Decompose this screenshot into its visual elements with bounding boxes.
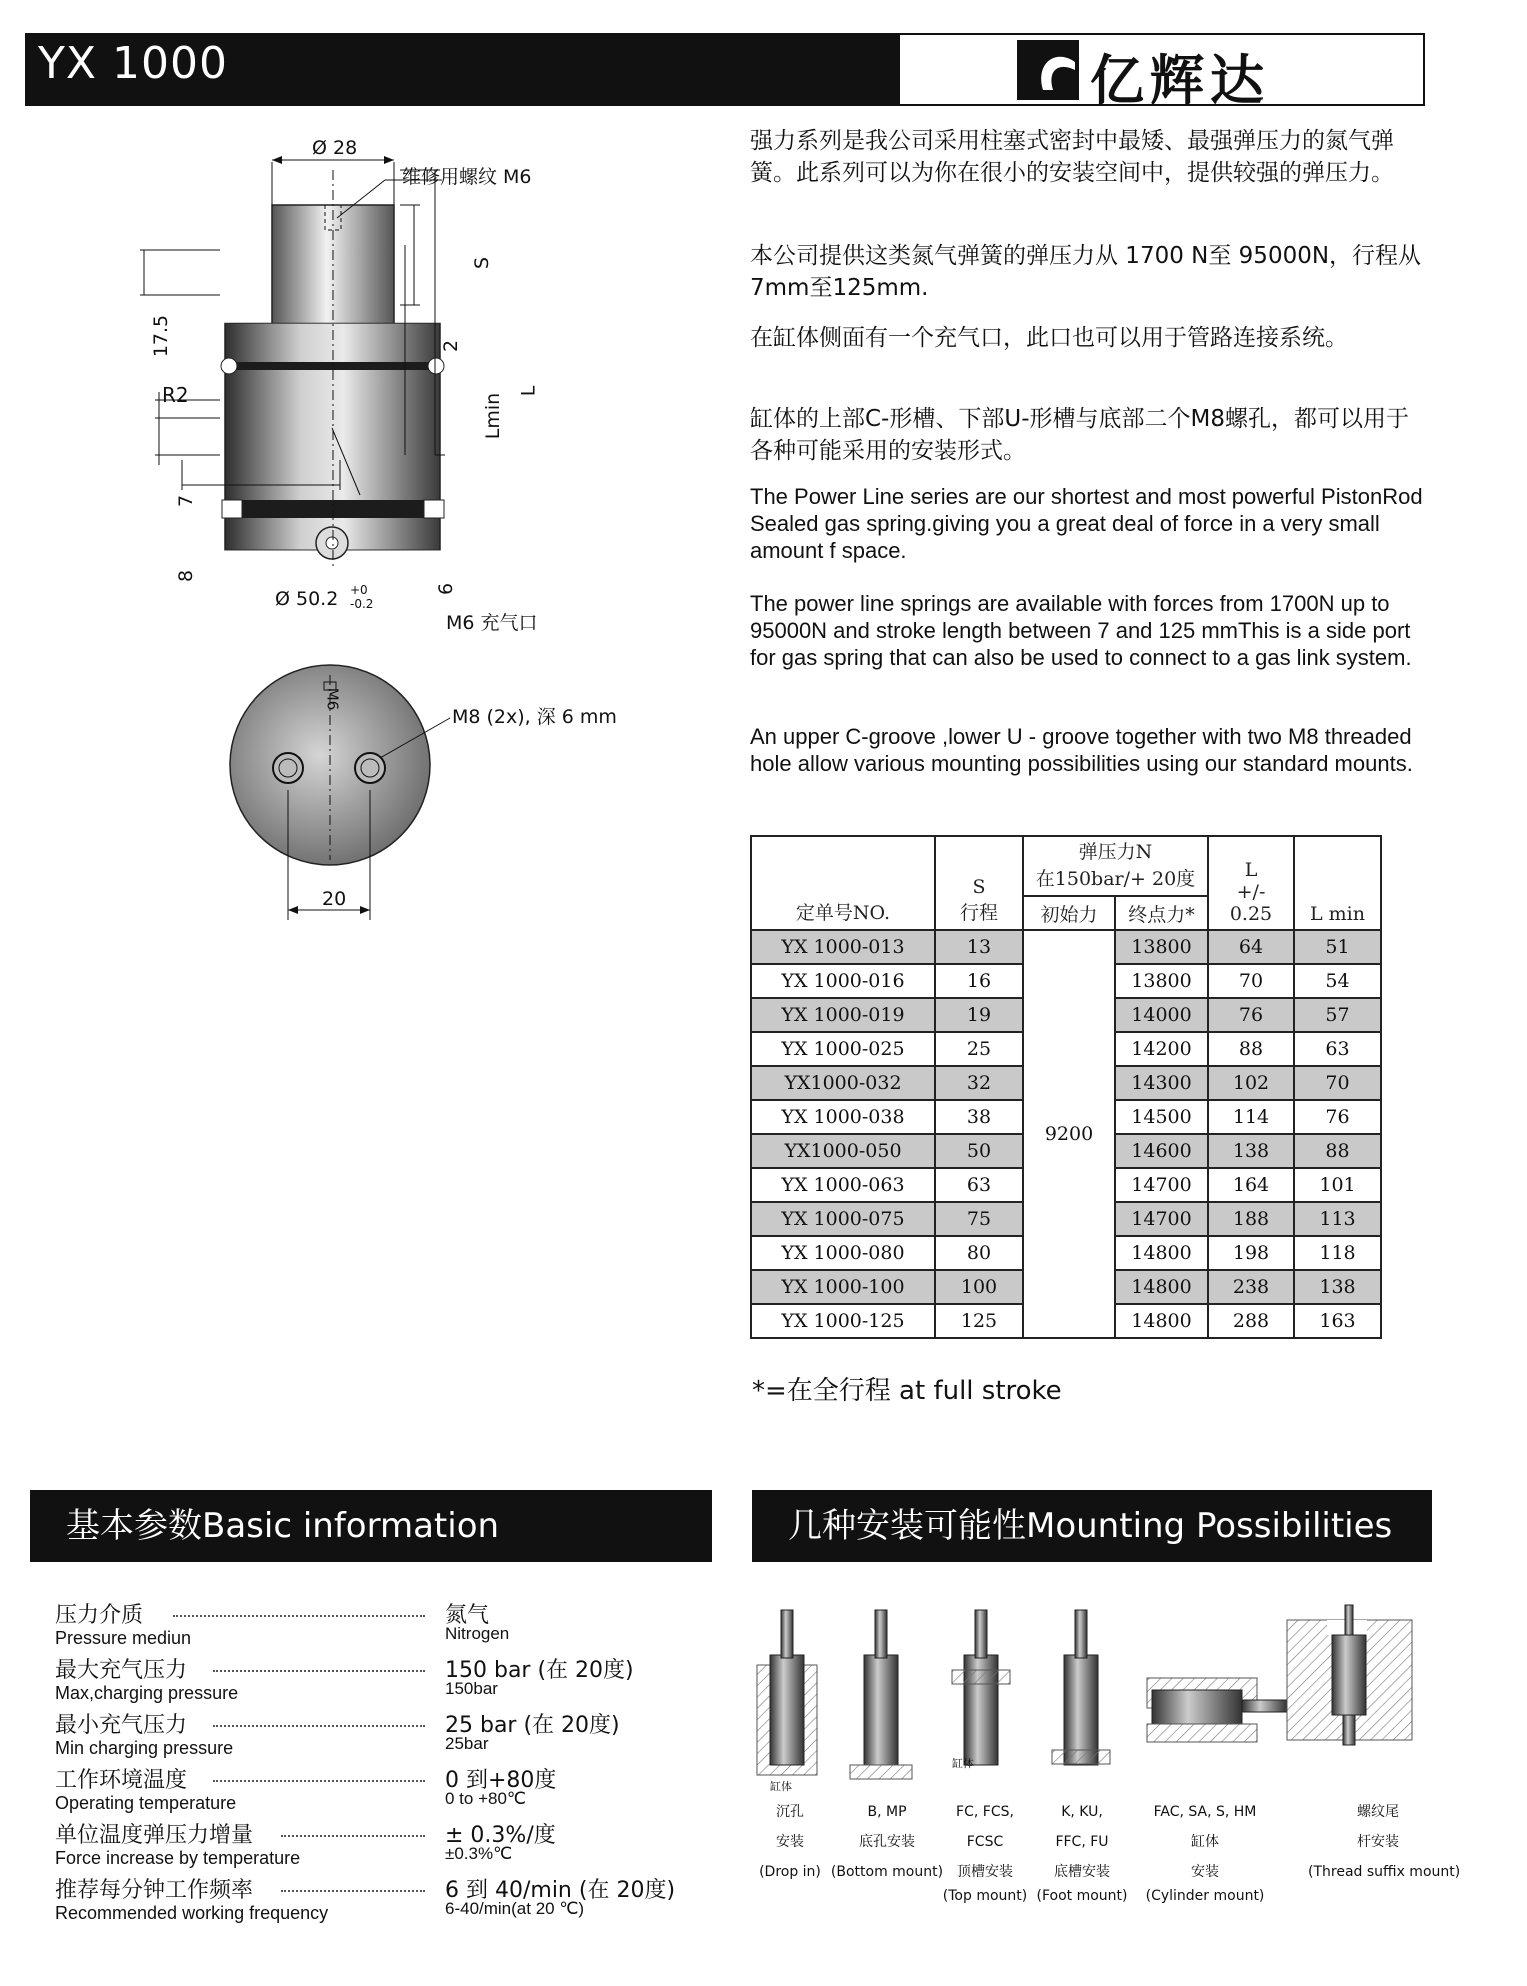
cell-final-force: 14700 bbox=[1115, 1168, 1208, 1202]
mounting-label-line: 底槽安装 bbox=[1054, 1864, 1110, 1880]
basic-value: 6 到 40/min (在 20度) bbox=[445, 1878, 676, 1903]
dim-l-label: L bbox=[517, 385, 540, 397]
basic-value-en: 0 to +80℃ bbox=[445, 1789, 527, 1808]
table-row bbox=[751, 930, 1381, 964]
col-final-header: 终点力* bbox=[1115, 896, 1208, 930]
mount-small-label-2: 缸体 bbox=[952, 1757, 974, 1770]
cell-final-force: 14800 bbox=[1115, 1236, 1208, 1270]
cell-order-no: YX 1000-125 bbox=[751, 1304, 935, 1338]
basic-value: 150 bar (在 20度) bbox=[445, 1658, 634, 1683]
cell-stroke: 32 bbox=[935, 1066, 1023, 1100]
basic-info-row bbox=[55, 1653, 695, 1708]
mounting-label-line: FFC, FU bbox=[1055, 1834, 1109, 1850]
basic-label-cn: 最小充气压力 bbox=[55, 1713, 188, 1738]
desc-en-p1: The Power Line series are our shortest and most powerful PistonRod Sealed gas spring.giving you a great deal of force in a very small amount f space. bbox=[750, 484, 1423, 563]
basic-label-en: Pressure mediun bbox=[55, 1628, 192, 1648]
mounting-label-line: FC, FCS, bbox=[956, 1804, 1014, 1820]
cell-length: 198 bbox=[1208, 1236, 1294, 1270]
cell-order-no: YX 1000-080 bbox=[751, 1236, 935, 1270]
basic-label-en: Operating temperature bbox=[55, 1793, 237, 1813]
cell-length: 164 bbox=[1208, 1168, 1294, 1202]
leader-dots bbox=[281, 1833, 425, 1837]
cell-stroke: 125 bbox=[935, 1304, 1023, 1338]
basic-info-row bbox=[55, 1598, 695, 1653]
mount-small-label-1: 缸体 bbox=[770, 1780, 792, 1793]
cell-final-force: 14700 bbox=[1115, 1202, 1208, 1236]
col-stroke-s: S bbox=[972, 876, 986, 898]
leader-dots bbox=[213, 1723, 425, 1727]
cell-final-force: 14000 bbox=[1115, 998, 1208, 1032]
cell-order-no: YX 1000-075 bbox=[751, 1202, 935, 1236]
basic-value-en: 6-40/min(at 20 ℃) bbox=[445, 1899, 585, 1918]
basic-info-row bbox=[55, 1763, 695, 1818]
leader-dots bbox=[213, 1778, 425, 1782]
cell-lmin: 54 bbox=[1294, 964, 1381, 998]
cell-stroke: 75 bbox=[935, 1202, 1023, 1236]
basic-value-en: ±0.3%℃ bbox=[445, 1844, 513, 1863]
cell-length: 188 bbox=[1208, 1202, 1294, 1236]
cell-stroke: 13 bbox=[935, 930, 1023, 964]
basic-info-row bbox=[55, 1818, 695, 1873]
dim-s-label: S bbox=[471, 256, 494, 270]
cell-final-force: 14300 bbox=[1115, 1066, 1208, 1100]
mounting-illustrations bbox=[752, 1600, 1432, 1800]
basic-value: 氮气 bbox=[445, 1603, 490, 1628]
cell-order-no: YX 1000-063 bbox=[751, 1168, 935, 1202]
cell-final-force: 14800 bbox=[1115, 1270, 1208, 1304]
mounting-label-line: 缸体 bbox=[1191, 1834, 1219, 1850]
leader-dots bbox=[281, 1888, 425, 1892]
brand-logo-mark-icon bbox=[1015, 38, 1085, 102]
cell-lmin: 76 bbox=[1294, 1100, 1381, 1134]
m6-mark: M6 bbox=[323, 687, 342, 711]
col-order-header: 定单号NO. bbox=[751, 836, 935, 930]
col-l-tol: +/- bbox=[1236, 881, 1266, 903]
cell-stroke: 19 bbox=[935, 998, 1023, 1032]
cell-lmin: 63 bbox=[1294, 1032, 1381, 1066]
dim-20-label: 20 bbox=[322, 888, 347, 910]
cell-stroke: 80 bbox=[935, 1236, 1023, 1270]
mounting-label-line: (Bottom mount) bbox=[830, 1864, 944, 1880]
dim-lmin-label: Lmin bbox=[482, 392, 505, 440]
basic-value-en: 25bar bbox=[445, 1734, 489, 1753]
dim-6-label: 6 bbox=[435, 582, 458, 596]
mounting-label-line: (Cylinder mount) bbox=[1145, 1888, 1265, 1904]
leader-dots bbox=[173, 1613, 425, 1617]
cell-lmin: 51 bbox=[1294, 930, 1381, 964]
basic-value: ± 0.3%/度 bbox=[445, 1823, 556, 1848]
mounting-label-line: FCSC bbox=[966, 1834, 1004, 1850]
side-view-drawing bbox=[130, 130, 630, 630]
col-l-top: L bbox=[1244, 859, 1258, 881]
col-stroke-header bbox=[935, 836, 1023, 930]
mounting-label-line: (Foot mount) bbox=[1036, 1888, 1128, 1904]
basic-info-header: 基本参数Basic information bbox=[30, 1490, 712, 1562]
mounting-label-line: K, KU, bbox=[1061, 1804, 1103, 1820]
cell-order-no: YX 1000-038 bbox=[751, 1100, 935, 1134]
cell-lmin: 88 bbox=[1294, 1134, 1381, 1168]
mounting-header: 几种安装可能性Mounting Possibilities bbox=[752, 1490, 1432, 1562]
mounting-option-label bbox=[1012, 1800, 1152, 1908]
dim-2-label: 2 bbox=[440, 339, 463, 353]
mounting-label-line: (Top mount) bbox=[942, 1888, 1028, 1904]
col-initial-header: 初始力 bbox=[1023, 896, 1115, 930]
basic-label-cn: 最大充气压力 bbox=[55, 1658, 188, 1683]
cell-final-force: 14200 bbox=[1115, 1032, 1208, 1066]
cell-stroke: 25 bbox=[935, 1032, 1023, 1066]
cell-order-no: YX 1000-025 bbox=[751, 1032, 935, 1066]
mounting-label-line: 螺纹尾 bbox=[1357, 1804, 1399, 1820]
basic-value-en: 150bar bbox=[445, 1679, 498, 1698]
desc-en-p3: An upper C-groove ,lower U - groove together with two M8 threaded hole allow various mounting possibilities using our standard mounts. bbox=[750, 724, 1413, 776]
col-force-title: 弹压力N bbox=[1078, 841, 1153, 863]
basic-value-en: Nitrogen bbox=[445, 1624, 510, 1643]
cell-stroke: 63 bbox=[935, 1168, 1023, 1202]
port-label: M6 充气口 bbox=[446, 612, 538, 634]
cell-length: 288 bbox=[1208, 1304, 1294, 1338]
col-force-cond: 在150bar/+ 20度 bbox=[1035, 868, 1196, 890]
spec-table bbox=[750, 835, 1382, 1339]
cell-lmin: 163 bbox=[1294, 1304, 1381, 1338]
cell-length: 102 bbox=[1208, 1066, 1294, 1100]
cell-final-force: 13800 bbox=[1115, 964, 1208, 998]
dim-dia28-label: Ø 28 bbox=[312, 137, 358, 159]
cell-order-no: YX 1000-100 bbox=[751, 1270, 935, 1304]
thread-label: 维修用螺纹 M6 bbox=[402, 166, 532, 188]
mounting-label-line: 安装 bbox=[776, 1834, 804, 1850]
cell-stroke: 100 bbox=[935, 1270, 1023, 1304]
cell-stroke: 38 bbox=[935, 1100, 1023, 1134]
col-stroke-cn: 行程 bbox=[959, 902, 998, 924]
mounting-label-line: 底孔安装 bbox=[859, 1834, 915, 1850]
desc-cn-p4: 缸体的上部C-形槽、下部U-形槽与底部二个M8螺孔，都可以用于各种可能采用的安装形式。 bbox=[750, 406, 1409, 464]
basic-label-en: Recommended working frequency bbox=[55, 1903, 329, 1923]
cell-order-no: YX1000-050 bbox=[751, 1134, 935, 1168]
dim-r2-label: R2 bbox=[162, 383, 189, 407]
basic-label-en: Max,charging pressure bbox=[55, 1683, 239, 1703]
basic-label-cn: 压力介质 bbox=[55, 1603, 144, 1628]
cell-length: 64 bbox=[1208, 930, 1294, 964]
cell-order-no: YX1000-032 bbox=[751, 1066, 935, 1100]
cell-lmin: 113 bbox=[1294, 1202, 1381, 1236]
basic-value: 0 到+80度 bbox=[445, 1768, 557, 1793]
mounting-option-label bbox=[1308, 1800, 1461, 1884]
basic-label-cn: 单位温度弹压力增量 bbox=[55, 1823, 254, 1848]
col-l-header bbox=[1208, 836, 1294, 930]
cell-length: 76 bbox=[1208, 998, 1294, 1032]
basic-label-en: Min charging pressure bbox=[55, 1738, 234, 1758]
col-l-tol2: 0.25 bbox=[1229, 903, 1273, 925]
cell-stroke: 50 bbox=[935, 1134, 1023, 1168]
col-force-header bbox=[1023, 836, 1208, 896]
cell-final-force: 13800 bbox=[1115, 930, 1208, 964]
m8-label: M8 (2x), 深 6 mm bbox=[452, 706, 617, 728]
cell-lmin: 101 bbox=[1294, 1168, 1381, 1202]
cell-lmin: 70 bbox=[1294, 1066, 1381, 1100]
dim-tol-dn: -0.2 bbox=[350, 597, 374, 611]
basic-info-row bbox=[55, 1708, 695, 1763]
mounting-label-line: 杆安装 bbox=[1357, 1834, 1399, 1850]
col-lmin-header: L min bbox=[1294, 836, 1381, 930]
cell-final-force: 14600 bbox=[1115, 1134, 1208, 1168]
desc-en-p2: The power line springs are available with forces from 1700N up to 95000N and stroke length between 7 and 125 mmThis is a side port for gas spring that can also be used to connect to a gas link system. bbox=[750, 591, 1412, 670]
mounting-label-line: FAC, SA, S, HM bbox=[1153, 1804, 1257, 1820]
cell-order-no: YX 1000-016 bbox=[751, 964, 935, 998]
cell-initial-force: 9200 bbox=[1023, 930, 1115, 1338]
basic-info-row bbox=[55, 1873, 695, 1928]
cell-lmin: 118 bbox=[1294, 1236, 1381, 1270]
cell-order-no: YX 1000-013 bbox=[751, 930, 935, 964]
mounting-label-line: 沉孔 bbox=[776, 1804, 804, 1820]
cell-lmin: 57 bbox=[1294, 998, 1381, 1032]
table-header-row bbox=[751, 836, 1381, 896]
dim-7-label: 7 bbox=[175, 494, 198, 508]
cell-lmin: 138 bbox=[1294, 1270, 1381, 1304]
brand-logo-text: 亿辉达 bbox=[1090, 48, 1270, 112]
dim-dia50-label: Ø 50.2 bbox=[275, 588, 339, 610]
mounting-option-label bbox=[1135, 1800, 1275, 1908]
mounting-label-line: (Drop in) bbox=[759, 1864, 821, 1880]
basic-value: 25 bar (在 20度) bbox=[445, 1713, 620, 1738]
dim-8-label: 8 bbox=[175, 569, 198, 583]
dim-tol-up: +0 bbox=[350, 583, 368, 597]
cell-length: 88 bbox=[1208, 1032, 1294, 1066]
cell-final-force: 14500 bbox=[1115, 1100, 1208, 1134]
mounting-label-line: 顶槽安装 bbox=[957, 1864, 1013, 1880]
table-footnote: *=在全行程 at full stroke bbox=[752, 1376, 1062, 1406]
cell-length: 70 bbox=[1208, 964, 1294, 998]
cell-final-force: 14800 bbox=[1115, 1304, 1208, 1338]
cell-length: 114 bbox=[1208, 1100, 1294, 1134]
dim-175-label: 17.5 bbox=[150, 314, 173, 358]
basic-label-cn: 工作环境温度 bbox=[55, 1768, 188, 1793]
desc-cn-p1: 强力系列是我公司采用柱塞式密封中最矮、最强弹压力的氮气弹簧。此系列可以为你在很小的安装空间中，提供较强的弹压力。 bbox=[750, 128, 1394, 186]
desc-cn-p2: 本公司提供这类氮气弹簧的弹压力从 1700 N至 95000N，行程从7mm至125mm. bbox=[750, 243, 1422, 301]
cell-stroke: 16 bbox=[935, 964, 1023, 998]
cell-order-no: YX 1000-019 bbox=[751, 998, 935, 1032]
mounting-label-line: (Thread suffix mount) bbox=[1308, 1864, 1461, 1880]
basic-label-en: Force increase by temperature bbox=[55, 1848, 301, 1868]
desc-cn-p3: 在缸体侧面有一个充气口，此口也可以用于管路连接系统。 bbox=[750, 325, 1348, 351]
mounting-label-line: B, MP bbox=[867, 1804, 907, 1820]
leader-dots bbox=[213, 1668, 425, 1672]
cell-length: 238 bbox=[1208, 1270, 1294, 1304]
mounting-label-line: 安装 bbox=[1191, 1864, 1219, 1880]
basic-label-cn: 推荐每分钟工作频率 bbox=[55, 1878, 254, 1903]
model-title: YX 1000 bbox=[38, 38, 228, 89]
cell-length: 138 bbox=[1208, 1134, 1294, 1168]
